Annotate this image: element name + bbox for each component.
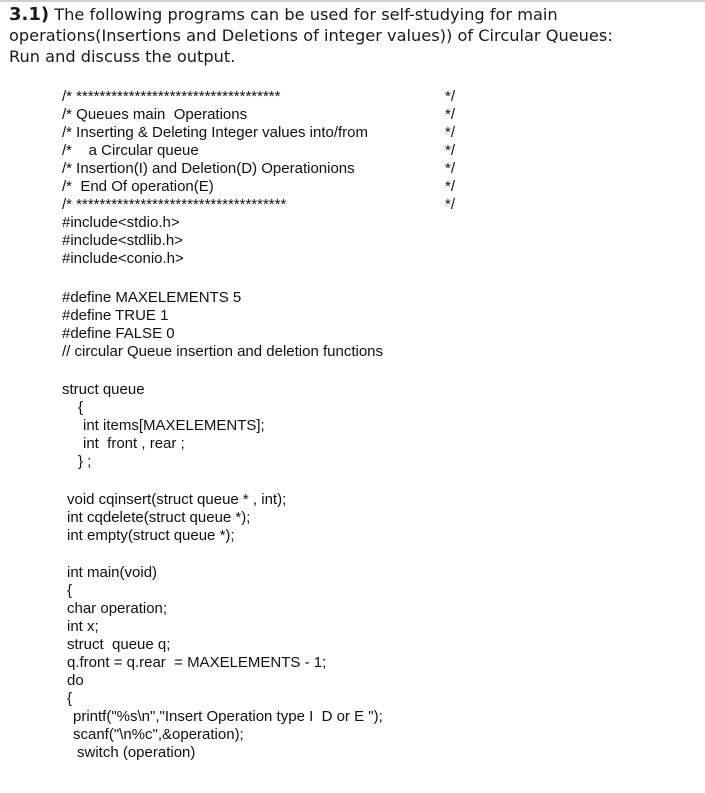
main-line: int x; — [67, 618, 99, 635]
line-comment: // circular Queue insertion and deletion functions — [62, 343, 384, 360]
main-line: do — [67, 672, 84, 689]
struct-line: struct queue — [62, 381, 145, 398]
define-line: #define FALSE 0 — [62, 325, 175, 342]
include-line: #include<stdio.h> — [62, 214, 180, 231]
heading-line-2: operations(Insertions and Deletions of integer values)) of Circular Queues: — [9, 26, 613, 45]
comment-line: /* ************************************ — [62, 196, 287, 213]
comment-end: */ — [445, 124, 456, 141]
top-border — [0, 0, 705, 2]
question-number: 3.1) — [9, 4, 50, 25]
define-line: #define TRUE 1 — [62, 307, 169, 324]
main-line: int main(void) — [67, 564, 158, 581]
comment-line: /* *********************************** — [62, 88, 281, 105]
heading-line-3: Run and discuss the output. — [9, 47, 236, 66]
prototype-line: int empty(struct queue *); — [67, 527, 235, 544]
struct-line: int items[MAXELEMENTS]; — [83, 417, 265, 434]
main-line: struct queue q; — [67, 636, 171, 653]
main-line: { — [67, 690, 73, 707]
struct-line: } ; — [78, 453, 92, 470]
comment-end: */ — [445, 106, 456, 123]
question-heading — [9, 4, 699, 67]
comment-line: /* Insertion(I) and Deletion(D) Operationions — [62, 160, 355, 177]
include-line: #include<conio.h> — [62, 250, 184, 267]
comment-line: /* Queues main Operations — [62, 106, 248, 123]
comment-line: /* a Circular queue — [62, 142, 199, 159]
main-line: { — [67, 582, 73, 599]
comment-end: */ — [445, 142, 456, 159]
comment-line: /* End Of operation(E) — [62, 178, 214, 195]
heading-line-1-text: The following programs can be used for self-studying for main — [49, 5, 558, 24]
struct-line: { — [78, 399, 84, 416]
comment-line: /* Inserting & Deleting Integer values into/from — [62, 124, 368, 141]
main-line: switch (operation) — [77, 744, 196, 761]
comment-end: */ — [445, 160, 456, 177]
define-line: #define MAXELEMENTS 5 — [62, 289, 242, 306]
main-line: char operation; — [67, 600, 168, 617]
comment-end: */ — [445, 178, 456, 195]
prototype-line: void cqinsert(struct queue * , int); — [67, 491, 287, 508]
prototype-line: int cqdelete(struct queue *); — [67, 509, 251, 526]
include-line: #include<stdlib.h> — [62, 232, 183, 249]
struct-line: int front , rear ; — [83, 435, 185, 452]
main-line: printf("%s\n","Insert Operation type I D or E "); — [73, 708, 383, 725]
main-line: scanf("\n%c",&operation); — [73, 726, 244, 743]
comment-end: */ — [445, 88, 456, 105]
heading-line-1 — [9, 4, 699, 25]
comment-end: */ — [445, 196, 456, 213]
main-line: q.front = q.rear = MAXELEMENTS - 1; — [67, 654, 327, 671]
